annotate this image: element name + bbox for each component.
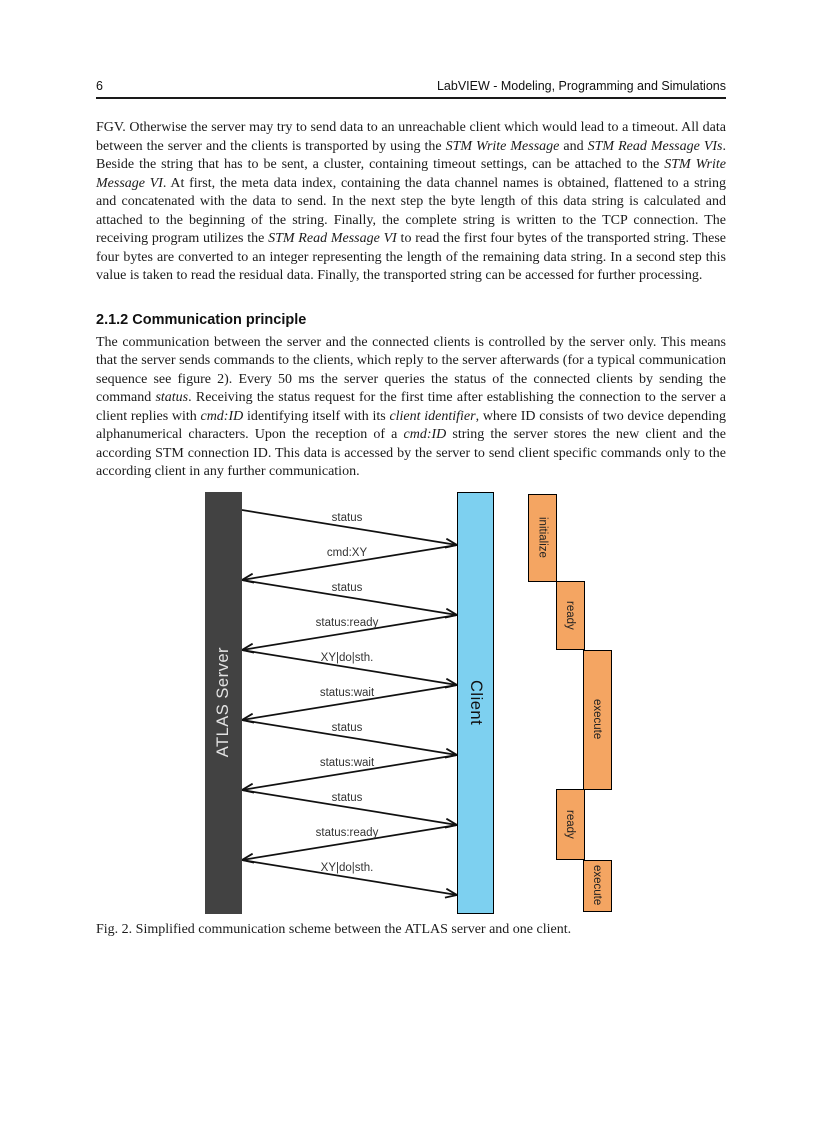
- text-run: . Receiving the status request for the first time after establishing the connection to the server a client replies with: [96, 390, 726, 424]
- text-run: FGV. Otherwise the server may try to send data to an unreachable client which would lead to a timeout. All data between the server and the clients is transported by using the: [96, 120, 726, 154]
- message-arrows: [96, 492, 726, 914]
- message-label: status:wait: [319, 686, 375, 699]
- text-run: . Beside the string that has to be sent, a cluster, containing timeout settings, can be attached to the: [96, 138, 726, 172]
- italic-run: STM Write Message: [445, 138, 560, 154]
- text-run: to read the first four bytes of the transported string. These four bytes are converted to an integer representing the length of the remaining data string. In a second step this value is taken to read the residual data. Finally, the transported string can be accessed for further processing.: [96, 231, 726, 283]
- italic-run: client identifier: [389, 408, 476, 424]
- sequence-diagram: [96, 492, 726, 914]
- italic-run: cmd:ID: [200, 408, 244, 424]
- client-label: Client: [467, 679, 485, 726]
- italic-run: STM Read Message VI: [268, 231, 397, 246]
- state-box-ready: [556, 789, 585, 860]
- state-box-initialize: [528, 494, 557, 582]
- section-heading: 2.1.2 Communication principle: [96, 311, 307, 328]
- message-label: status: [331, 511, 363, 524]
- italic-run: status: [155, 390, 189, 405]
- message-label: status: [331, 721, 363, 734]
- atlas-server-label: ATLAS Server: [214, 647, 232, 758]
- text-run: . At first, the meta data index, containing the data channel names is obtained, flattened to a string and concatenated with the data to send. In the next step the byte length of this data string is calculated and attached to the beginning of the string. Finally, the complete string is written to the TCP connection. The receiving program utilizes the: [96, 175, 726, 246]
- state-box-ready: [556, 581, 585, 650]
- paragraph-2: [96, 334, 726, 482]
- state-label: execute: [591, 699, 603, 740]
- atlas-server-bar: [205, 492, 242, 914]
- message-label: status:wait: [319, 756, 375, 769]
- text-run: string the server stores the new client and the according STM connection ID. This data is accessed by the server to send client specific commands only to the according client in any further communication.: [96, 427, 726, 479]
- message-label: status:ready: [315, 616, 379, 629]
- text-run: The communication between the server and the connected clients is controlled by the server only. This means that the server sends commands to the clients, which reply to the server afterwards (for a typical communication sequence see figure 2). Every 50 ms the server queries the status of the connected clients by sending the command: [96, 334, 726, 405]
- state-box-execute: [583, 650, 612, 790]
- running-title: LabVIEW - Modeling, Programming and Simulations: [436, 79, 726, 93]
- header-rule: [96, 97, 726, 99]
- state-label: ready: [564, 809, 576, 839]
- page-number: 6: [96, 79, 103, 93]
- italic-run: cmd:ID: [403, 427, 447, 442]
- text-run: and: [559, 138, 588, 154]
- page-header: [96, 79, 726, 94]
- message-label: XY|do|sth.: [320, 651, 374, 664]
- message-label: XY|do|sth.: [320, 861, 374, 874]
- italic-run: STM Read Message VIs: [587, 138, 723, 154]
- state-label: ready: [564, 600, 576, 630]
- message-label: status: [331, 791, 363, 804]
- text-run: , where ID consists of two device depending alphanumerical characters. Upon the reception of a: [96, 408, 727, 442]
- text-run: identifying itself with its: [243, 408, 390, 424]
- figure-2: [96, 492, 726, 939]
- message-label: status:ready: [315, 826, 379, 839]
- client-bar: [457, 492, 494, 914]
- state-label: initialize: [536, 517, 549, 558]
- paragraph-1: [96, 119, 726, 286]
- state-box-execute: [583, 860, 612, 912]
- italic-run: STM Write Message VI: [96, 157, 726, 191]
- state-label: execute: [591, 865, 603, 906]
- figure-caption: Fig. 2. Simplified communication scheme between the ATLAS server and one client.: [96, 921, 572, 937]
- message-label: cmd:XY: [326, 546, 368, 559]
- message-label: status: [331, 581, 363, 594]
